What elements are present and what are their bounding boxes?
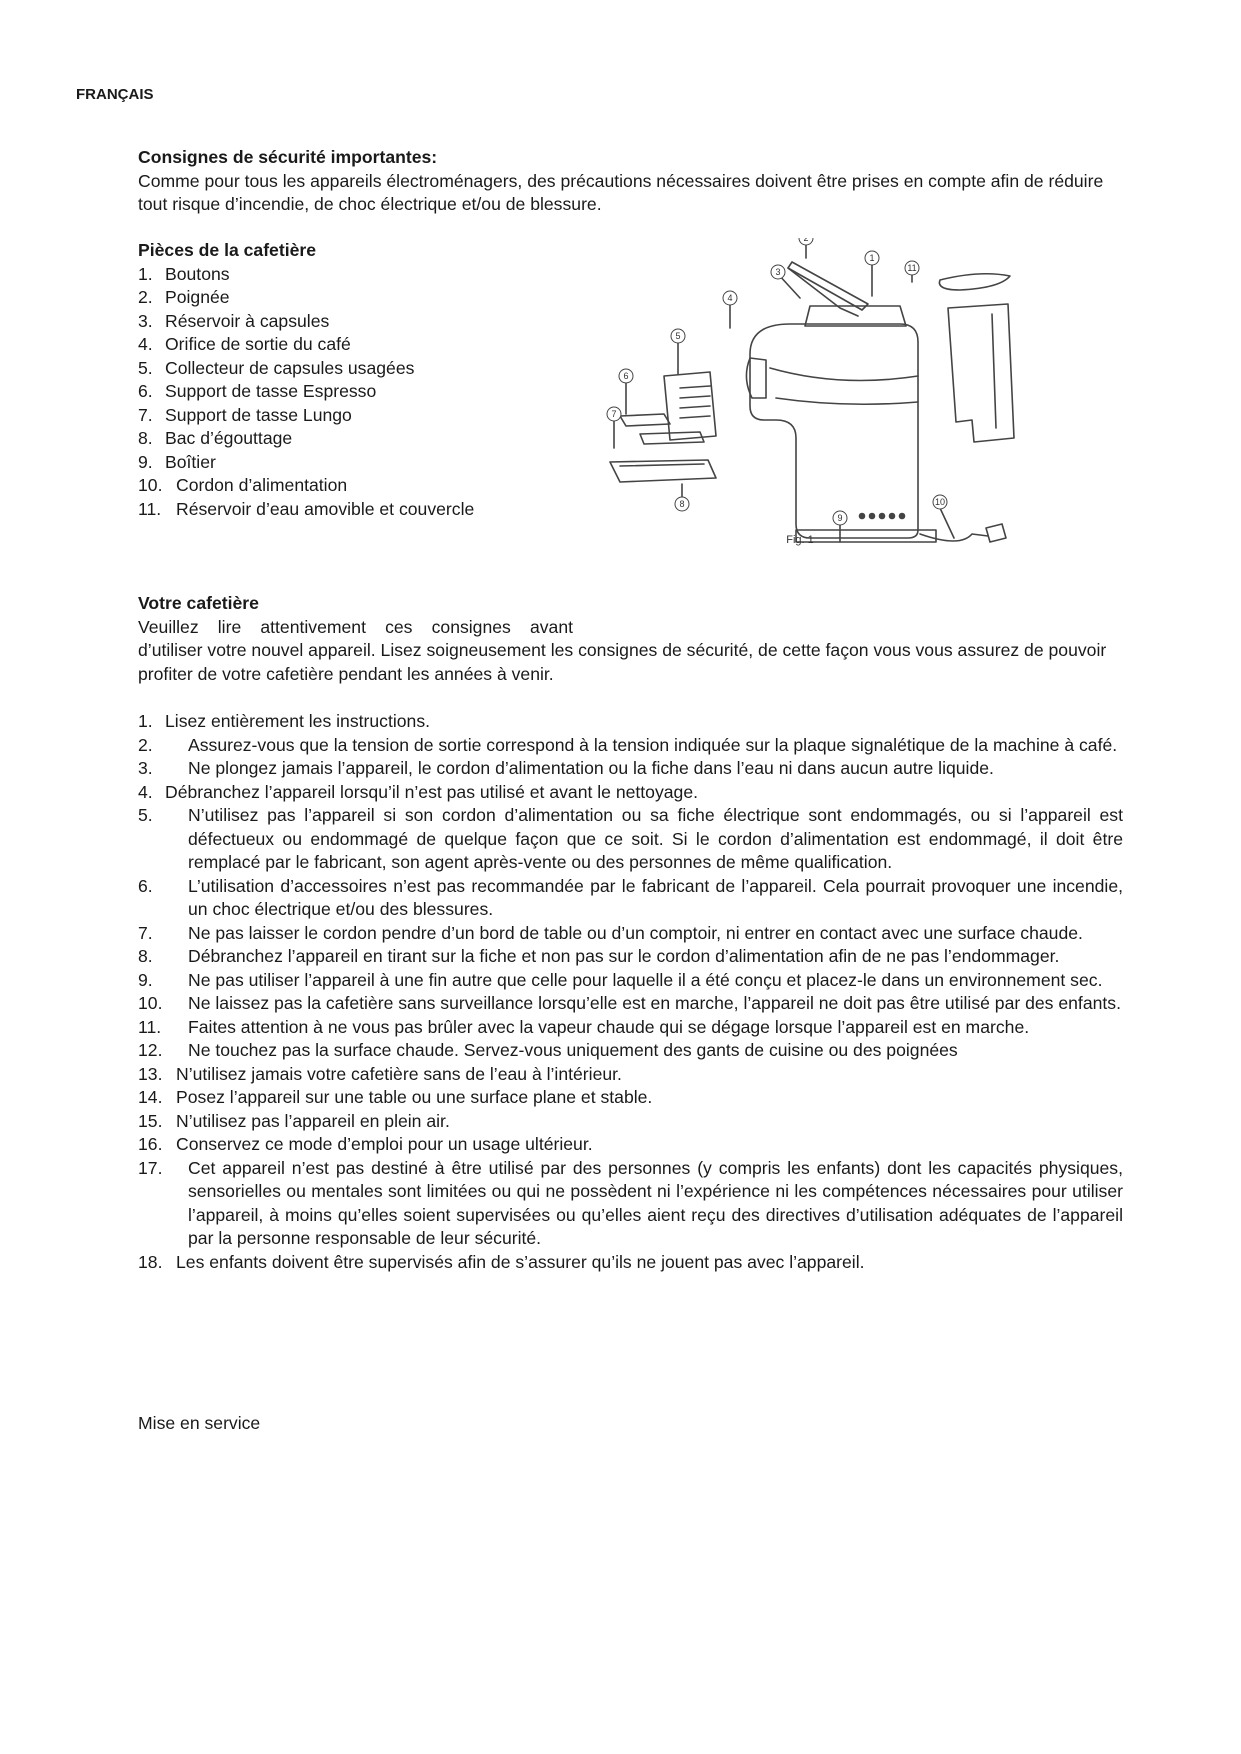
list-item-text: Ne pas utiliser l’appareil à une fin autre que celle pour laquelle il a été conçu et placez-le dans un environnement sec.: [188, 969, 1103, 990]
list-item-number: 4.: [138, 334, 153, 354]
list-item-number: 6.: [138, 381, 153, 401]
callout-7: [607, 407, 621, 421]
capsule-top: [805, 306, 906, 326]
list-item-text: N’utilisez pas l’appareil en plein air.: [176, 1110, 450, 1131]
list-item: [138, 1251, 1123, 1275]
list-item-number: 6.: [138, 875, 153, 896]
collector-slots: [680, 386, 710, 418]
list-item-number: 18.: [138, 1251, 163, 1272]
callout-label: 4: [727, 293, 733, 303]
votre-intro-rest: d’utiliser votre nouvel appareil. Lisez soigneusement les consignes de sécurité, de cette façon vous vous assurez de pouvoir profiter de votre cafetière pendant les années à venir.: [138, 640, 1107, 684]
list-item: [138, 474, 618, 498]
list-item-text: Faites attention à ne vous pas brûler avec la vapeur chaude qui se dégage lorsque l’appareil est en marche.: [188, 1016, 1030, 1037]
list-item: [138, 969, 1123, 993]
button-dot: [900, 514, 905, 519]
list-item-number: 1.: [138, 263, 153, 284]
list-item: [138, 1016, 1123, 1040]
button-dot: [860, 514, 865, 519]
list-item-label: Orifice de sortie du café: [165, 334, 351, 354]
list-item: [138, 451, 618, 475]
lever-handle: [788, 262, 868, 310]
safety-section: [138, 146, 1123, 217]
list-item-number: 5.: [138, 357, 153, 378]
list-item: [138, 1133, 1123, 1157]
button-dot: [870, 514, 875, 519]
list-item: [138, 1110, 1123, 1134]
list-item-number: 9.: [138, 451, 153, 472]
machine-body: [750, 324, 918, 538]
callout-label: 5: [675, 331, 681, 341]
list-item: [138, 1039, 1123, 1063]
cup-support-espresso: [620, 414, 670, 426]
list-item: [138, 380, 618, 404]
list-item-text: Ne laissez pas la cafetière sans surveillance lorsqu’elle est en marche, l’appareil ne doit pas être utilisé par des enfants.: [188, 993, 1121, 1013]
list-item-text: Débranchez l’appareil lorsqu’il n’est pas utilisé et avant le nettoyage.: [165, 781, 699, 802]
exploded-view-drawing: [600, 238, 1070, 613]
list-item-label: Réservoir d’eau amovible et couvercle: [176, 498, 475, 519]
list-item-number: 1.: [138, 711, 153, 731]
list-item-number: 11.: [138, 1016, 162, 1037]
list-item: [138, 945, 1123, 969]
list-item-number: 16.: [138, 1134, 163, 1154]
section-heading-mise-en-service: Mise en service: [138, 1413, 261, 1433]
list-item-number: 8.: [138, 428, 153, 448]
list-item-text: Posez l’appareil sur une table ou une surface plane et stable.: [176, 1087, 653, 1107]
list-item-label: Support de tasse Espresso: [165, 381, 377, 401]
list-item-number: 15.: [138, 1110, 163, 1131]
callout-5: [671, 329, 685, 343]
list-item: [138, 310, 618, 334]
list-item-number: 4.: [138, 781, 153, 802]
callout-2: [799, 238, 813, 245]
list-item-label: Support de tasse Lungo: [165, 404, 352, 425]
parts-section: [138, 239, 618, 521]
list-item-text: Lisez entièrement les instructions.: [165, 711, 431, 731]
list-item: [138, 734, 1123, 758]
list-item-text: N’utilisez pas l’appareil si son cordon d’alimentation ou sa fiche électrique sont endommagés, ou si l’appareil est défectueux ou endommagé de quelque façon que ce soit. Si le cordon d’alimentation est endommagé, il doit être remplacé par le fabricant, son agent après-vente ou des personnes de même qualification.: [188, 805, 1123, 872]
list-item-number: 3.: [138, 310, 153, 331]
coffee-machine-diagram: [600, 238, 1070, 613]
callout-label: 11: [907, 263, 917, 273]
list-item-number: 2.: [138, 287, 153, 307]
list-item: [138, 992, 1123, 1016]
list-item-label: Réservoir à capsules: [165, 310, 330, 331]
list-item: [138, 427, 618, 451]
list-item-label: Bac d’égouttage: [165, 428, 293, 448]
list-item-text: Débranchez l’appareil en tirant sur la fiche et non pas sur le cordon d’alimentation afin de ne pas l’endommager.: [188, 946, 1060, 966]
body-curve: [770, 368, 918, 381]
list-item-number: 10.: [138, 993, 163, 1013]
list-item: [138, 1063, 1123, 1087]
safety-title: Consignes de sécurité importantes:: [138, 147, 438, 167]
callout-label: 8: [679, 499, 685, 509]
list-item-text: Conservez ce mode d’emploi pour un usage ultérieur.: [176, 1134, 593, 1154]
list-item-number: 7.: [138, 922, 153, 943]
list-item: [138, 404, 618, 428]
list-item-text: Ne touchez pas la surface chaude. Servez-vous uniquement des gants de cuisine ou des poignées: [188, 1040, 958, 1060]
votre-intro-line: Veuillez lire attentivement ces consignes avant: [138, 616, 573, 637]
list-item-number: 2.: [138, 734, 153, 755]
list-item-text: L’utilisation d’accessoires n’est pas recommandée par le fabricant de l’appareil. Cela pourrait provoquer une incendie, un choc électrique et/ou des blessures.: [188, 875, 1123, 919]
list-item-label: Poignée: [165, 287, 230, 307]
callout-3: [771, 265, 785, 279]
callout-label: 1: [869, 253, 875, 263]
callout-label: 3: [775, 267, 781, 277]
list-item-text: Ne plongez jamais l’appareil, le cordon d’alimentation ou la fiche dans l’eau ni dans aucun autre liquide.: [188, 758, 994, 778]
callout-10: [933, 495, 947, 509]
parts-title: Pièces de la cafetière: [138, 240, 317, 260]
list-item-number: 3.: [138, 758, 153, 778]
callout-label: 6: [623, 371, 629, 381]
list-item-number: 11.: [138, 498, 162, 519]
water-tank: [948, 304, 1014, 442]
list-item-number: 17.: [138, 1157, 163, 1178]
water-tank-lid: [939, 274, 1010, 290]
list-item: [138, 357, 618, 381]
button-dot: [880, 514, 885, 519]
list-item: [138, 922, 1123, 946]
callout-4: [723, 291, 737, 305]
list-item: [138, 875, 1123, 922]
list-item-text: Cet appareil n’est pas destiné à être utilisé par des personnes (y compris les enfants) dont les capacités physiques, sensorielles ou mentales sont limitées ou qui ne possèdent ni l’expérience ni les compétences nécessaires pour utiliser l’appareil, à moins qu’elles soient supervisées ou qu’elles aient reçu des directives d’utilisation adéquates de l’appareil par la personne responsable de leur sécurité.: [188, 1157, 1123, 1248]
callout-11: [905, 261, 919, 275]
list-item: [138, 757, 1123, 781]
body-curve-lower: [776, 398, 918, 404]
callout-label: 2: [803, 238, 809, 243]
list-item: [138, 498, 618, 522]
list-item-number: 9.: [138, 969, 153, 990]
list-item-number: 10.: [138, 475, 163, 495]
callout-label: 10: [934, 497, 946, 507]
list-item-label: Boîtier: [165, 451, 216, 472]
callout-label: 7: [611, 409, 617, 419]
list-item: [138, 286, 618, 310]
list-item-text: N’utilisez jamais votre cafetière sans de l’eau à l’intérieur.: [176, 1063, 622, 1084]
safety-text: Comme pour tous les appareils électroménagers, des précautions nécessaires doivent être prises en compte afin de réduire tout risque d’incendie, de choc électrique et/ou de blessure.: [138, 170, 1104, 214]
figure-caption: Fig. 1: [786, 534, 814, 546]
list-item-number: 5.: [138, 805, 153, 825]
list-item-number: 13.: [138, 1063, 163, 1084]
list-item-text: Les enfants doivent être supervisés afin de s’assurer qu’ils ne jouent pas avec l’appareil.: [176, 1251, 865, 1272]
list-item-number: 12.: [138, 1040, 163, 1060]
callout-6: [619, 369, 633, 383]
list-item-number: 14.: [138, 1087, 163, 1107]
list-item-label: Cordon d’alimentation: [176, 475, 348, 495]
list-item-text: Ne pas laisser le cordon pendre d’un bord de table ou d’un comptoir, ni entrer en contact avec une surface chaude.: [188, 922, 1083, 943]
callout-9: [833, 511, 847, 525]
list-item-number: 7.: [138, 404, 153, 425]
list-item: [138, 1157, 1123, 1251]
votre-title: Votre cafetière: [138, 593, 259, 613]
list-item-number: 8.: [138, 946, 153, 966]
callout-8: [675, 497, 689, 511]
callout-1: [865, 251, 879, 265]
water-tank-inner: [992, 314, 996, 428]
list-item: [138, 710, 1123, 734]
list-item: [138, 804, 1123, 875]
leader-line: [940, 508, 954, 538]
button-dot: [890, 514, 895, 519]
parts-list: [138, 263, 618, 522]
list-item-label: Collecteur de capsules usagées: [165, 357, 415, 378]
callout-label: 9: [837, 513, 843, 523]
safety-rules-list: [138, 710, 1123, 1274]
list-item: [138, 263, 618, 287]
power-plug: [986, 524, 1006, 542]
list-item-text: Assurez-vous que la tension de sortie correspond à la tension indiquée sur la plaque signalétique de la machine à café.: [188, 734, 1118, 755]
list-item: [138, 1086, 1123, 1110]
list-item-label: Boutons: [165, 263, 230, 284]
list-item: [138, 781, 1123, 805]
drip-tray-grid: [620, 464, 704, 466]
language-label: FRANÇAIS: [76, 86, 154, 103]
list-item: [138, 333, 618, 357]
